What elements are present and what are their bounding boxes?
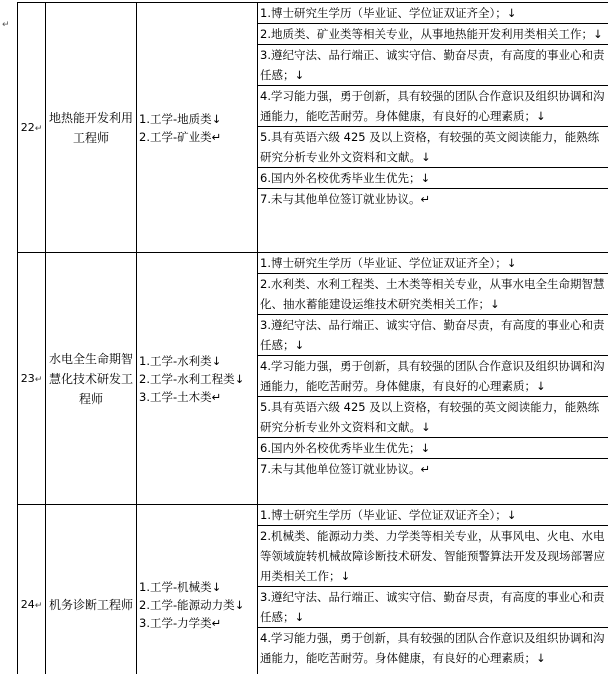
requirement-item: 1.博士研究生学历（毕业证、学位证双证齐全）；↓ (260, 256, 517, 270)
requirement-item: 3.遵纪守法、品行端正、诚实守信、勤奋尽责，有高度的事业心和责任感；↓ (258, 314, 608, 355)
row-index: 22 (20, 121, 35, 134)
major-item: 3.工学-土木类↵ (139, 389, 222, 404)
job-title-cell (46, 3, 137, 253)
requirement-item: 1.博士研究生学历（毕业证、学位证双证齐全）；↓ (260, 6, 517, 20)
requirement-item: 2.地质类、矿业类等相关专业，从事地热能开发利用类相关工作；↓ (258, 23, 608, 44)
requirement-item: 4.学习能力强，勇于创新，具有较强的团队合作意识及组织协调和沟通能力，能吃苦耐劳。身体健康，有良好的心理素质；↓ (258, 627, 608, 668)
requirement-item: 7.未与其他单位签订就业协议。↵ (258, 188, 608, 209)
job-title: 地热能开发利用工程师 (48, 110, 133, 145)
row-index: 24 (20, 598, 35, 611)
requirements-cell (258, 253, 608, 505)
major-item: 2.工学-能源动力类↓ (139, 597, 245, 612)
paragraph-mark: ↵ (34, 124, 43, 134)
paragraph-mark: ↵ (34, 601, 43, 611)
majors-cell (137, 505, 258, 674)
table-row (18, 3, 608, 253)
table-row (18, 505, 608, 674)
requirements-cell (258, 505, 608, 674)
requirement-item: 6.国内外名校优秀毕业生优先；↓ (258, 437, 608, 458)
requirement-item: 7.未与其他单位签订就业协议。↵ (258, 458, 608, 479)
row-index-cell (18, 505, 46, 674)
major-item: 1.工学-地质类↓ (139, 111, 222, 126)
major-item: 1.工学-水利类↓ (139, 353, 222, 368)
job-title: 水电全生命期智慧化技术研发工程师 (48, 351, 133, 406)
paragraph-mark: ↵ (2, 20, 10, 30)
job-title-cell (46, 253, 137, 505)
table-row (18, 253, 608, 505)
row-index: 23 (20, 372, 35, 385)
row-index-cell (18, 253, 46, 505)
major-item: 1.工学-机械类↓ (139, 579, 222, 594)
requirement-item: 2.水利类、水利工程类、土木类等相关专业，从事水电全生命期智慧化、抽水蓄能建设运维技术研究类相关工作；↓ (258, 273, 608, 314)
requirement-item: 5.具有英语六级 425 及以上资格，有较强的英文阅读能力，能熟练研究分析专业外文资料和文献。↓ (258, 126, 608, 167)
row-index-cell (18, 3, 46, 253)
requirement-item: 1.博士研究生学历（毕业证、学位证双证齐全）；↓ (260, 508, 517, 522)
paragraph-mark: ↵ (34, 375, 43, 385)
requirement-item: 2.机械类、能源动力类、力学类等相关专业，从事风电、火电、水电等领域旋转机械故障诊断技术研发、智能预警算法开发及现场部署应用类相关工作；↓ (258, 525, 608, 586)
job-title-cell (46, 505, 137, 674)
major-item: 2.工学-矿业类↵ (139, 129, 222, 144)
majors-cell (137, 253, 258, 505)
requirement-item: 4.学习能力强，勇于创新，具有较强的团队合作意识及组织协调和沟通能力，能吃苦耐劳。身体健康，有良好的心理素质；↓ (258, 355, 608, 396)
requirement-item: 5.具有英语六级 425 及以上资格，有较强的英文阅读能力，能熟练研究分析专业外文资料和文献。↓ (258, 396, 608, 437)
requirement-item: 3.遵纪守法、品行端正、诚实守信、勤奋尽责，有高度的事业心和责任感；↓ (258, 44, 608, 85)
job-title: 机务诊断工程师 (48, 597, 133, 612)
major-item: 2.工学-水利工程类↓ (139, 371, 245, 386)
requirements-cell (258, 3, 608, 253)
job-table (17, 2, 608, 674)
majors-cell (137, 3, 258, 253)
requirement-item: 4.学习能力强，勇于创新，具有较强的团队合作意识及组织协调和沟通能力，能吃苦耐劳。身体健康，有良好的心理素质；↓ (258, 85, 608, 126)
major-item: 3.工学-力学类↵ (139, 615, 222, 630)
requirement-item: 6.国内外名校优秀毕业生优先；↓ (258, 167, 608, 188)
requirement-item: 3.遵纪守法、品行端正、诚实守信、勤奋尽责，有高度的事业心和责任感；↓ (258, 586, 608, 627)
